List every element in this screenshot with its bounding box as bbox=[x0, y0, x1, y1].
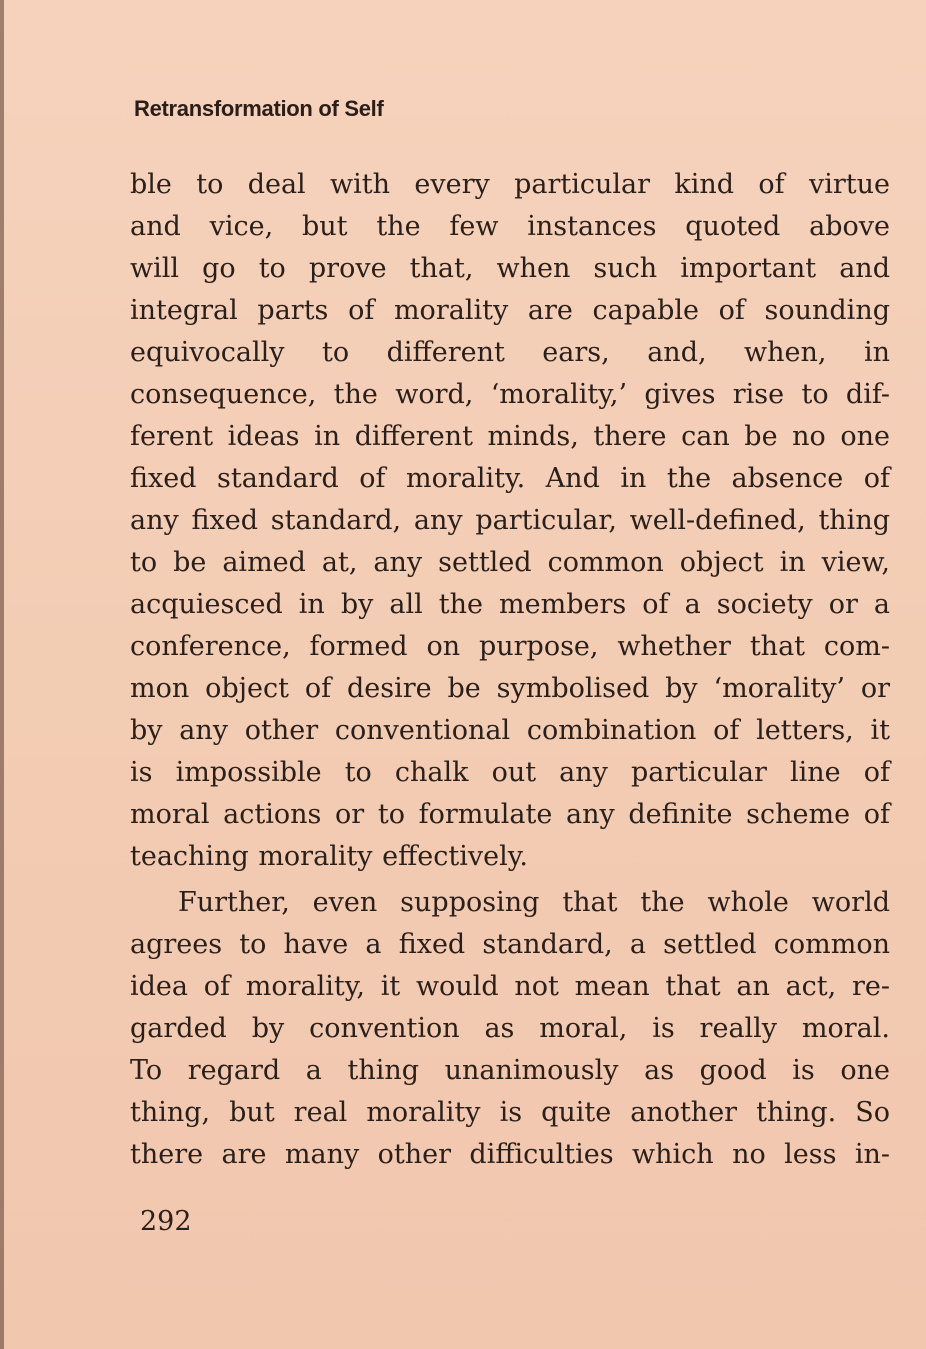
text-line: consequence, the word, ‘morality,’ gives rise to dif- bbox=[130, 379, 890, 410]
text-line: equivocally to different ears, and, when, in bbox=[130, 337, 890, 368]
text-line: there are many other difficulties which no less in- bbox=[130, 1139, 890, 1170]
page-number: 292 bbox=[140, 1206, 192, 1237]
text-line: garded by convention as moral, is really moral. bbox=[130, 1013, 890, 1044]
paragraph-1 bbox=[130, 164, 890, 878]
text-line: fixed standard of morality. And in the absence of bbox=[130, 463, 890, 494]
text-line: agrees to have a fixed standard, a settled common bbox=[130, 929, 890, 960]
text-line: conference, formed on purpose, whether that com- bbox=[130, 631, 890, 662]
text-line: is impossible to chalk out any particular line of bbox=[130, 757, 890, 788]
text-line: will go to prove that, when such important and bbox=[130, 253, 890, 284]
text-line: ferent ideas in different minds, there can be no one bbox=[130, 421, 890, 452]
text-line: To regard a thing unanimously as good is one bbox=[130, 1055, 890, 1086]
text-line: to be aimed at, any settled common object in view, bbox=[130, 547, 890, 578]
text-line: teaching morality effectively. bbox=[130, 841, 529, 872]
text-line: idea of morality, it would not mean that an act, re- bbox=[130, 971, 890, 1002]
text-line: mon object of desire be symbolised by ‘morality’ or bbox=[130, 673, 890, 704]
paragraph-2 bbox=[130, 882, 890, 1176]
text-line: moral actions or to formulate any definite scheme of bbox=[130, 799, 890, 830]
text-line: ble to deal with every particular kind of virtue bbox=[130, 169, 890, 200]
text-line: by any other conventional combination of letters, it bbox=[130, 715, 890, 746]
text-line: any fixed standard, any particular, well-defined, thing bbox=[130, 505, 890, 536]
text-line: integral parts of morality are capable of sounding bbox=[130, 295, 890, 326]
page-binding-edge bbox=[0, 0, 4, 1349]
running-head: Retransformation of Self bbox=[134, 96, 384, 121]
text-line: Further, even supposing that the whole world bbox=[178, 887, 890, 918]
text-line: and vice, but the few instances quoted above bbox=[130, 211, 890, 242]
text-line: thing, but real morality is quite another thing. So bbox=[130, 1097, 890, 1128]
text-line: acquiesced in by all the members of a society or a bbox=[130, 589, 890, 620]
